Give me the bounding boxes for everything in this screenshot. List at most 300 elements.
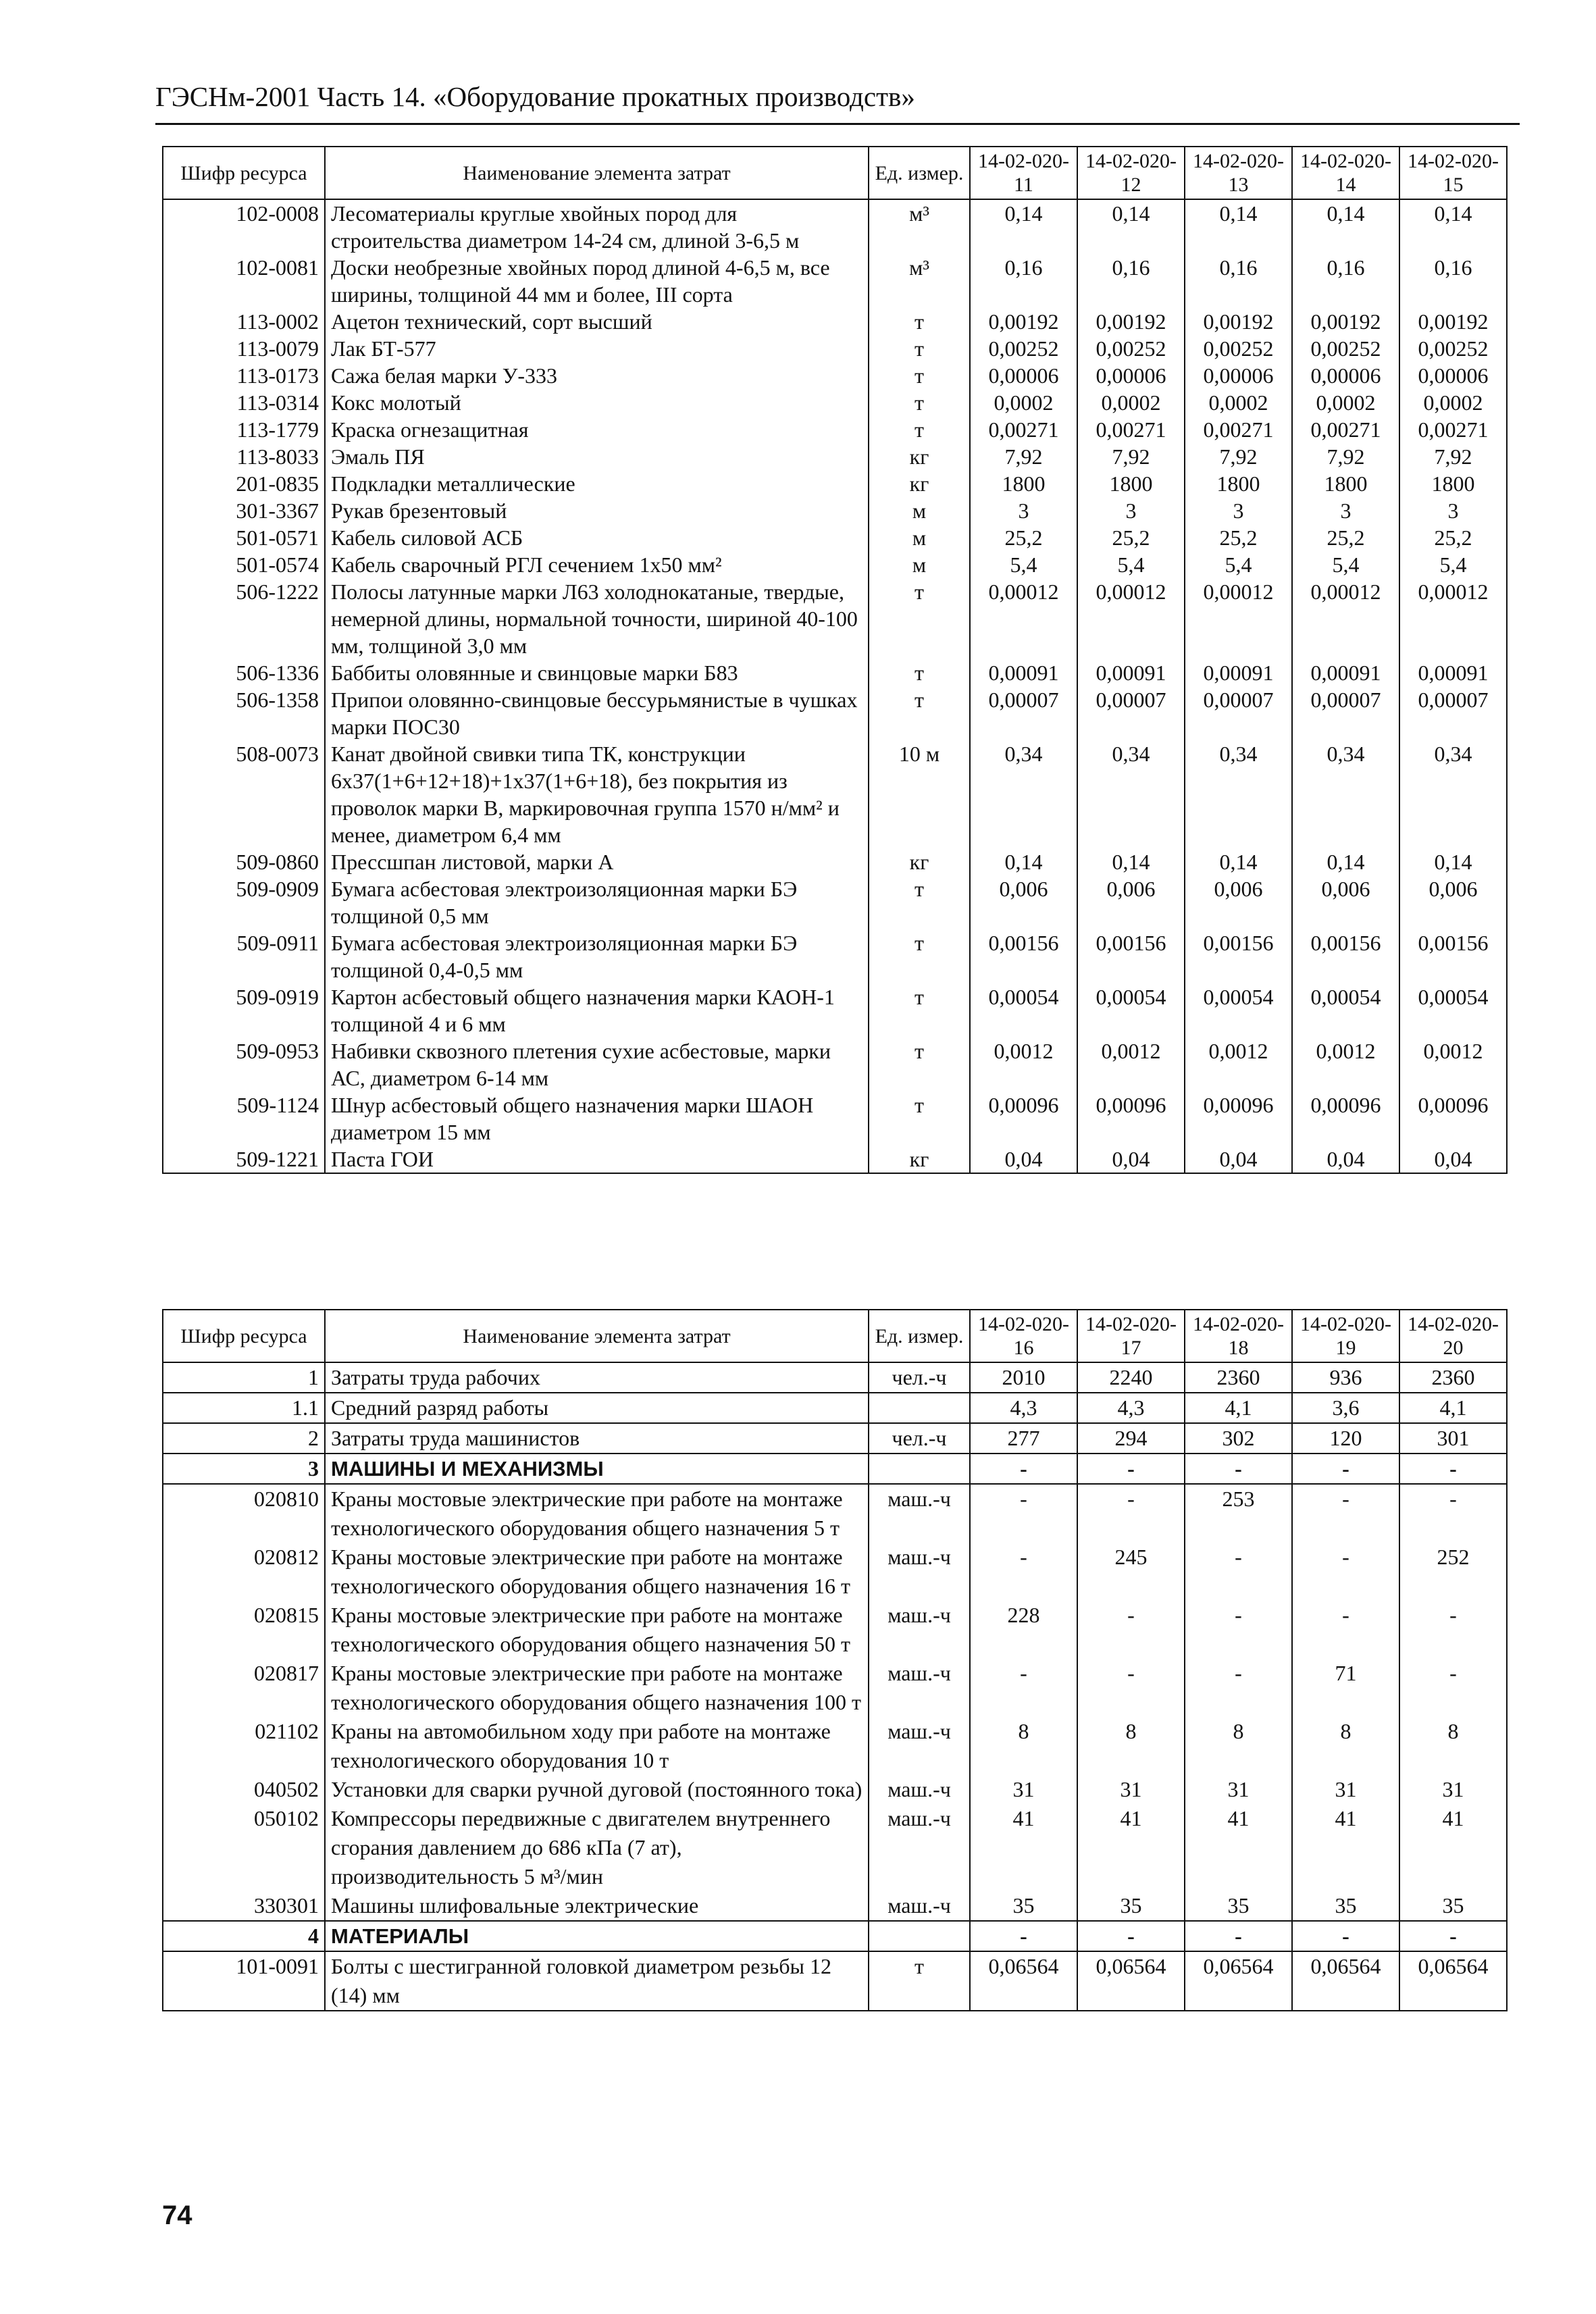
cell-name: Установки для сварки ручной дуговой (постоянного тока) — [325, 1775, 869, 1804]
cell-value: - — [1399, 1659, 1507, 1717]
col-header-code: Шифр ресурса — [163, 1310, 325, 1362]
cell-code: 113-0314 — [163, 389, 325, 416]
table-row — [163, 1921, 1507, 1951]
cell-value: 0,14 — [970, 199, 1077, 254]
cell-value: 35 — [1399, 1891, 1507, 1921]
cell-unit: т — [869, 416, 970, 443]
table-row — [163, 578, 1507, 659]
cell-value: 31 — [1399, 1775, 1507, 1804]
table-row — [163, 1775, 1507, 1804]
cell-value: 245 — [1077, 1543, 1185, 1601]
cell-value: 0,006 — [1185, 875, 1292, 929]
cell-value: 0,34 — [1077, 740, 1185, 848]
cell-value: 301 — [1399, 1423, 1507, 1454]
cell-name: Кабель силовой АСБ — [325, 524, 869, 551]
cell-name: Краны мостовые электрические при работе на монтаже технологического оборудования общего назначения 50 т — [325, 1601, 869, 1659]
cell-value: 0,04 — [1185, 1146, 1292, 1173]
cell-code: 509-0919 — [163, 983, 325, 1037]
cell-unit: т — [869, 578, 970, 659]
cell-value: 0,04 — [1292, 1146, 1399, 1173]
cell-code: 050102 — [163, 1804, 325, 1891]
cell-code: 020815 — [163, 1601, 325, 1659]
cell-value: 0,00012 — [1292, 578, 1399, 659]
cell-name: Краны мостовые электрические при работе на монтаже технологического оборудования общего назначения 100 т — [325, 1659, 869, 1717]
cell-value: 25,2 — [970, 524, 1077, 551]
table-row — [163, 659, 1507, 686]
cell-code: 330301 — [163, 1891, 325, 1921]
cell-value: 0,14 — [1185, 199, 1292, 254]
cell-value: 4,3 — [970, 1393, 1077, 1423]
table-row — [163, 1362, 1507, 1393]
cell-value: 0,0012 — [1185, 1037, 1292, 1091]
cell-value: 0,14 — [1077, 848, 1185, 875]
cell-value: 0,00156 — [1077, 929, 1185, 983]
cell-value: 5,4 — [1399, 551, 1507, 578]
cell-value: 0,00006 — [970, 362, 1077, 389]
cell-value: 41 — [1399, 1804, 1507, 1891]
cell-value: 8 — [1077, 1717, 1185, 1775]
cell-value: 0,16 — [970, 254, 1077, 308]
cell-value: 0,04 — [1077, 1146, 1185, 1173]
cell-code: 506-1358 — [163, 686, 325, 740]
cell-code: 1.1 — [163, 1393, 325, 1423]
cell-value: 0,00271 — [1077, 416, 1185, 443]
table-row — [163, 1659, 1507, 1717]
cell-value: 0,00091 — [1185, 659, 1292, 686]
cell-value: 0,00091 — [1399, 659, 1507, 686]
cell-name: Краска огнезащитная — [325, 416, 869, 443]
cell-value: 4,3 — [1077, 1393, 1185, 1423]
table-row — [163, 983, 1507, 1037]
cell-value: 0,00192 — [1292, 308, 1399, 335]
cell-value: 1800 — [1185, 470, 1292, 497]
table-row — [163, 929, 1507, 983]
cell-value: - — [970, 1543, 1077, 1601]
cell-value: 25,2 — [1077, 524, 1185, 551]
cell-unit: кг — [869, 470, 970, 497]
cell-unit: кг — [869, 1146, 970, 1173]
cell-value: 0,00252 — [970, 335, 1077, 362]
col-header-name: Наименование элемента затрат — [325, 1310, 869, 1362]
cell-code: 506-1336 — [163, 659, 325, 686]
cell-value: 0,00192 — [1185, 308, 1292, 335]
cell-value: 4,1 — [1185, 1393, 1292, 1423]
cell-value: 1800 — [1399, 470, 1507, 497]
cell-code: 201-0835 — [163, 470, 325, 497]
cell-value: - — [1292, 1601, 1399, 1659]
cell-value: 0,00271 — [1185, 416, 1292, 443]
cell-name: Ацетон технический, сорт высший — [325, 308, 869, 335]
cell-value: 8 — [1399, 1717, 1507, 1775]
cell-value: - — [1185, 1659, 1292, 1717]
cell-code: 020810 — [163, 1484, 325, 1543]
cell-value: 1800 — [1292, 470, 1399, 497]
cell-name: Лесоматериалы круглые хвойных пород для строительства диаметром 14-24 см, длиной 3-6,5 м — [325, 199, 869, 254]
cell-value: 0,00252 — [1185, 335, 1292, 362]
table-row — [163, 848, 1507, 875]
cell-value: 0,06564 — [970, 1951, 1077, 2011]
cell-name: Баббиты оловянные и свинцовые марки Б83 — [325, 659, 869, 686]
cell-name: Шнур асбестовый общего назначения марки ШАОН диаметром 15 мм — [325, 1091, 869, 1146]
cell-value: - — [970, 1659, 1077, 1717]
cell-value: 120 — [1292, 1423, 1399, 1454]
cell-unit: т — [869, 1951, 970, 2011]
cell-value: 0,00007 — [1399, 686, 1507, 740]
cell-value: 0,00012 — [1077, 578, 1185, 659]
cell-code: 3 — [163, 1454, 325, 1484]
cell-value: 0,0002 — [970, 389, 1077, 416]
cell-value: 0,00012 — [1399, 578, 1507, 659]
cell-name: Бумага асбестовая электроизоляционная марки БЭ толщиной 0,4-0,5 мм — [325, 929, 869, 983]
table-row — [163, 1037, 1507, 1091]
cell-name: Канат двойной свивки типа ТК, конструкции 6х37(1+6+12+18)+1х37(1+6+18), без покрытия из проволок марки В, маркировочная группа 1570 н/мм² и менее, диаметром 6,4 мм — [325, 740, 869, 848]
cell-value: - — [1399, 1601, 1507, 1659]
cell-unit: маш.-ч — [869, 1804, 970, 1891]
col-header-norm: 14-02-020-17 — [1077, 1310, 1185, 1362]
table-row — [163, 875, 1507, 929]
cell-value: 3,6 — [1292, 1393, 1399, 1423]
cell-value: 25,2 — [1185, 524, 1292, 551]
table-row — [163, 1951, 1507, 2011]
cell-unit: т — [869, 1037, 970, 1091]
cell-value: 936 — [1292, 1362, 1399, 1393]
cell-value: 0,00271 — [970, 416, 1077, 443]
cell-code: 040502 — [163, 1775, 325, 1804]
cell-unit: кг — [869, 443, 970, 470]
cell-value: 253 — [1185, 1484, 1292, 1543]
cell-value: 0,0002 — [1292, 389, 1399, 416]
cell-value: 8 — [970, 1717, 1077, 1775]
table-row — [163, 416, 1507, 443]
cell-value: 252 — [1399, 1543, 1507, 1601]
cell-unit — [869, 1393, 970, 1423]
cell-name: Лак БТ-577 — [325, 335, 869, 362]
cell-value: - — [970, 1484, 1077, 1543]
cell-name: Полосы латунные марки Л63 холоднокатаные, твердые, немерной длины, нормальной точности, шириной 40-100 мм, толщиной 3,0 мм — [325, 578, 869, 659]
cell-value: 0,00096 — [1185, 1091, 1292, 1146]
cell-value: 0,00252 — [1399, 335, 1507, 362]
cell-code: 509-0911 — [163, 929, 325, 983]
cell-value: 0,00096 — [970, 1091, 1077, 1146]
cell-name: Сажа белая марки У-333 — [325, 362, 869, 389]
cell-value: 41 — [1292, 1804, 1399, 1891]
cell-code: 020817 — [163, 1659, 325, 1717]
cell-name: Картон асбестовый общего назначения марки КАОН-1 толщиной 4 и 6 мм — [325, 983, 869, 1037]
table-row — [163, 254, 1507, 308]
table-row — [163, 443, 1507, 470]
cell-value: 5,4 — [1292, 551, 1399, 578]
cell-value: 0,00006 — [1185, 362, 1292, 389]
col-header-norm: 14-02-020-12 — [1077, 147, 1185, 199]
cell-value: 0,00091 — [1077, 659, 1185, 686]
cell-name: Краны мостовые электрические при работе на монтаже технологического оборудования общего назначения 16 т — [325, 1543, 869, 1601]
cell-name: Набивки сквозного плетения сухие асбестовые, марки АС, диаметром 6-14 мм — [325, 1037, 869, 1091]
cell-value: 0,14 — [1292, 848, 1399, 875]
cell-value: 0,00006 — [1399, 362, 1507, 389]
cell-code: 021102 — [163, 1717, 325, 1775]
cell-name: Средний разряд работы — [325, 1393, 869, 1423]
cell-value: 3 — [1399, 497, 1507, 524]
cell-value: 7,92 — [1399, 443, 1507, 470]
cell-value: 0,006 — [1077, 875, 1185, 929]
cell-value: 302 — [1185, 1423, 1292, 1454]
cell-value: 0,14 — [970, 848, 1077, 875]
cell-value: 0,16 — [1292, 254, 1399, 308]
table-row — [163, 1717, 1507, 1775]
cell-value: - — [1077, 1659, 1185, 1717]
cell-value: 0,06564 — [1292, 1951, 1399, 2011]
cell-unit: т — [869, 389, 970, 416]
col-header-norm: 14-02-020-15 — [1399, 147, 1507, 199]
cell-code: 509-0953 — [163, 1037, 325, 1091]
cell-value: 0,00156 — [1185, 929, 1292, 983]
cell-value: 5,4 — [970, 551, 1077, 578]
cell-code: 1 — [163, 1362, 325, 1393]
cell-value: - — [1292, 1921, 1399, 1951]
cell-value: - — [1185, 1543, 1292, 1601]
cell-unit: маш.-ч — [869, 1775, 970, 1804]
table-row — [163, 308, 1507, 335]
cell-value: 25,2 — [1292, 524, 1399, 551]
cell-value: 0,00096 — [1077, 1091, 1185, 1146]
cell-code: 509-1124 — [163, 1091, 325, 1146]
cell-unit: маш.-ч — [869, 1601, 970, 1659]
cell-unit: маш.-ч — [869, 1543, 970, 1601]
cell-unit: м³ — [869, 199, 970, 254]
cell-value: 0,0012 — [1077, 1037, 1185, 1091]
cell-value: 0,16 — [1077, 254, 1185, 308]
table-row — [163, 740, 1507, 848]
resource-table-2 — [162, 1309, 1508, 2011]
cell-code: 113-1779 — [163, 416, 325, 443]
cell-value: 0,00156 — [1292, 929, 1399, 983]
table-row — [163, 199, 1507, 254]
table-row — [163, 470, 1507, 497]
table-row — [163, 1146, 1507, 1173]
cell-unit: т — [869, 983, 970, 1037]
cell-unit — [869, 1454, 970, 1484]
cell-code: 113-8033 — [163, 443, 325, 470]
cell-value: 7,92 — [1077, 443, 1185, 470]
cell-value: 0,006 — [1399, 875, 1507, 929]
table-row — [163, 1891, 1507, 1921]
cell-value: 2240 — [1077, 1362, 1185, 1393]
table-row — [163, 497, 1507, 524]
cell-value: 2360 — [1399, 1362, 1507, 1393]
cell-code: 509-0909 — [163, 875, 325, 929]
cell-value: 2360 — [1185, 1362, 1292, 1393]
cell-code: 020812 — [163, 1543, 325, 1601]
cell-value: 31 — [970, 1775, 1077, 1804]
cell-value: - — [1185, 1921, 1292, 1951]
cell-value: - — [1399, 1484, 1507, 1543]
cell-name: Паста ГОИ — [325, 1146, 869, 1173]
cell-value: 0,0002 — [1185, 389, 1292, 416]
page-header: ГЭСНм-2001 Часть 14. «Оборудование прокатных производств» — [155, 81, 915, 112]
cell-value: 35 — [1185, 1891, 1292, 1921]
cell-name: Затраты труда машинистов — [325, 1423, 869, 1454]
cell-code: 113-0079 — [163, 335, 325, 362]
table-row — [163, 1423, 1507, 1454]
cell-value: 0,04 — [1399, 1146, 1507, 1173]
cell-value: 0,00156 — [970, 929, 1077, 983]
cell-value: 0,00054 — [1399, 983, 1507, 1037]
cell-code: 509-0860 — [163, 848, 325, 875]
cell-value: 2010 — [970, 1362, 1077, 1393]
cell-value: 0,00007 — [1292, 686, 1399, 740]
col-header-name: Наименование элемента затрат — [325, 147, 869, 199]
col-header-norm: 14-02-020-11 — [970, 147, 1077, 199]
cell-value: 0,34 — [1399, 740, 1507, 848]
cell-name: Бумага асбестовая электроизоляционная марки БЭ толщиной 0,5 мм — [325, 875, 869, 929]
cell-code: 501-0574 — [163, 551, 325, 578]
table-row — [163, 1091, 1507, 1146]
cell-value: - — [1292, 1454, 1399, 1484]
cell-unit: т — [869, 659, 970, 686]
cell-unit: чел.-ч — [869, 1362, 970, 1393]
cell-name: Болты с шестигранной головкой диаметром резьбы 12 (14) мм — [325, 1951, 869, 2011]
cell-value: 35 — [1077, 1891, 1185, 1921]
cell-value: 0,34 — [1185, 740, 1292, 848]
cell-value: 0,14 — [1292, 199, 1399, 254]
cell-value: 0,00091 — [970, 659, 1077, 686]
cell-value: 0,0012 — [1292, 1037, 1399, 1091]
cell-value: - — [1185, 1454, 1292, 1484]
table-row — [163, 524, 1507, 551]
cell-unit: т — [869, 929, 970, 983]
cell-name: Кабель сварочный РГЛ сечением 1х50 мм² — [325, 551, 869, 578]
header-rule — [155, 123, 1520, 125]
cell-value: 0,006 — [970, 875, 1077, 929]
cell-value: 3 — [1077, 497, 1185, 524]
cell-code: 102-0081 — [163, 254, 325, 308]
cell-value: 0,00192 — [1077, 308, 1185, 335]
cell-code: 301-3367 — [163, 497, 325, 524]
cell-value: - — [1399, 1454, 1507, 1484]
cell-value: 41 — [1077, 1804, 1185, 1891]
cell-unit: маш.-ч — [869, 1484, 970, 1543]
cell-unit: м — [869, 524, 970, 551]
cell-value: 0,00006 — [1292, 362, 1399, 389]
cell-value: 0,0012 — [1399, 1037, 1507, 1091]
cell-value: - — [1077, 1484, 1185, 1543]
cell-code: 102-0008 — [163, 199, 325, 254]
table-row — [163, 1484, 1507, 1543]
cell-value: 0,34 — [970, 740, 1077, 848]
cell-value: 31 — [1077, 1775, 1185, 1804]
cell-value: 0,14 — [1399, 199, 1507, 254]
cell-value: 5,4 — [1077, 551, 1185, 578]
col-header-unit: Ед. измер. — [869, 1310, 970, 1362]
col-header-norm: 14-02-020-16 — [970, 1310, 1077, 1362]
cell-value: 35 — [970, 1891, 1077, 1921]
cell-value: 0,00007 — [1185, 686, 1292, 740]
col-header-norm: 14-02-020-19 — [1292, 1310, 1399, 1362]
cell-value: 0,00007 — [1077, 686, 1185, 740]
cell-name: Затраты труда рабочих — [325, 1362, 869, 1393]
cell-value: 0,00252 — [1292, 335, 1399, 362]
cell-value: 0,00054 — [1292, 983, 1399, 1037]
cell-value: 8 — [1185, 1717, 1292, 1775]
cell-name: Кокс молотый — [325, 389, 869, 416]
cell-value: 0,00012 — [1185, 578, 1292, 659]
cell-code: 509-1221 — [163, 1146, 325, 1173]
cell-value: 1800 — [970, 470, 1077, 497]
cell-value: 7,92 — [1185, 443, 1292, 470]
cell-value: 0,00192 — [1399, 308, 1507, 335]
cell-value: 3 — [1185, 497, 1292, 524]
cell-value: 41 — [1185, 1804, 1292, 1891]
cell-value: 0,00271 — [1399, 416, 1507, 443]
cell-unit: 10 м — [869, 740, 970, 848]
cell-value: - — [970, 1454, 1077, 1484]
cell-unit: т — [869, 362, 970, 389]
cell-unit: кг — [869, 848, 970, 875]
cell-unit — [869, 1921, 970, 1951]
cell-value: 0,0012 — [970, 1037, 1077, 1091]
col-header-norm: 14-02-020-14 — [1292, 147, 1399, 199]
page-number: 74 — [162, 2201, 192, 2230]
resource-table-1 — [162, 146, 1508, 1174]
cell-value: 0,00007 — [970, 686, 1077, 740]
cell-value: - — [1077, 1601, 1185, 1659]
cell-name: Подкладки металлические — [325, 470, 869, 497]
cell-value: 0,16 — [1185, 254, 1292, 308]
cell-unit: т — [869, 308, 970, 335]
cell-unit: т — [869, 335, 970, 362]
cell-value: - — [1292, 1543, 1399, 1601]
cell-code: 506-1222 — [163, 578, 325, 659]
col-header-unit: Ед. измер. — [869, 147, 970, 199]
cell-value: 5,4 — [1185, 551, 1292, 578]
cell-value: 0,00091 — [1292, 659, 1399, 686]
cell-name: Рукав брезентовый — [325, 497, 869, 524]
cell-value: 0,00054 — [1077, 983, 1185, 1037]
cell-name: МАТЕРИАЛЫ — [325, 1921, 869, 1951]
table-header-row — [163, 147, 1507, 199]
cell-name: МАШИНЫ И МЕХАНИЗМЫ — [325, 1454, 869, 1484]
cell-name: Машины шлифовальные электрические — [325, 1891, 869, 1921]
cell-value: - — [970, 1921, 1077, 1951]
cell-value: 0,00096 — [1399, 1091, 1507, 1146]
cell-value: 41 — [970, 1804, 1077, 1891]
table-row — [163, 1454, 1507, 1484]
cell-value: 25,2 — [1399, 524, 1507, 551]
cell-unit: т — [869, 875, 970, 929]
table-row — [163, 1601, 1507, 1659]
col-header-norm: 14-02-020-20 — [1399, 1310, 1507, 1362]
cell-value: 3 — [970, 497, 1077, 524]
table-row — [163, 1393, 1507, 1423]
cell-value: 4,1 — [1399, 1393, 1507, 1423]
cell-value: 0,14 — [1399, 848, 1507, 875]
cell-value: 0,00192 — [970, 308, 1077, 335]
cell-value: 0,06564 — [1077, 1951, 1185, 2011]
cell-value: 294 — [1077, 1423, 1185, 1454]
cell-value: 0,006 — [1292, 875, 1399, 929]
cell-value: 0,00054 — [1185, 983, 1292, 1037]
cell-name: Краны на автомобильном ходу при работе на монтаже технологического оборудования 10 т — [325, 1717, 869, 1775]
cell-value: 0,00012 — [970, 578, 1077, 659]
cell-unit: т — [869, 686, 970, 740]
cell-value: 0,14 — [1185, 848, 1292, 875]
cell-value: 228 — [970, 1601, 1077, 1659]
cell-unit: маш.-ч — [869, 1891, 970, 1921]
cell-value: 0,00096 — [1292, 1091, 1399, 1146]
table-row — [163, 362, 1507, 389]
cell-value: 0,0002 — [1077, 389, 1185, 416]
cell-name: Прессшпан листовой, марки А — [325, 848, 869, 875]
